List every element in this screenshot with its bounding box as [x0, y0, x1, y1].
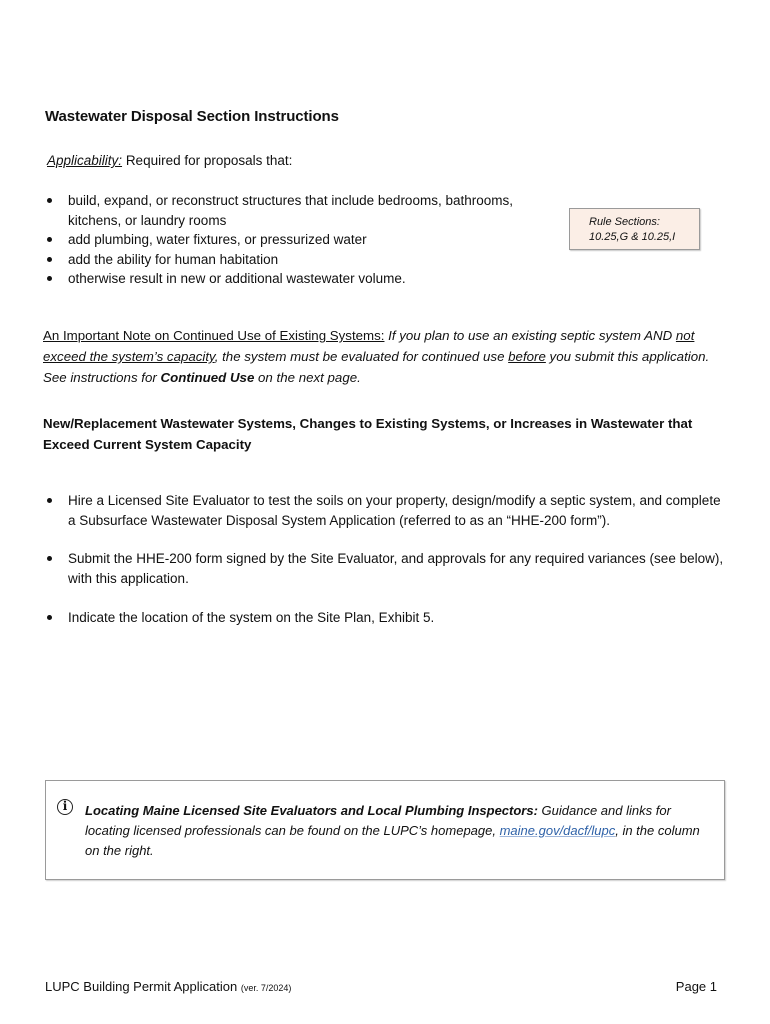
rule-sections-box — [569, 208, 700, 250]
applicability-list — [45, 191, 545, 289]
info-text-1: Guidance and links for locating licensed professionals can be found on the LUPC’s homepage, — [85, 803, 671, 838]
footer-title: LUPC Building Permit Application — [45, 979, 238, 994]
footer-version: (ver. 7/2024) — [240, 983, 292, 993]
list-item: add plumbing, water fixtures, or pressurized water — [45, 230, 545, 250]
note-heading: An Important Note on Continued Use of Existing Systems: — [43, 328, 385, 343]
list-item: otherwise result in new or additional wastewater volume. — [45, 269, 545, 289]
list-item: build, expand, or reconstruct structures that include bedrooms, bathrooms, kitchens, or laundry rooms — [45, 191, 545, 230]
note-text-1: If you plan to use an existing septic system AND — [384, 328, 676, 343]
list-item: Indicate the location of the system on the Site Plan, Exhibit 5. — [45, 608, 725, 628]
info-circle-icon: i — [57, 799, 73, 815]
steps-list — [45, 491, 725, 647]
info-text — [85, 801, 705, 861]
rule-sections-label: Rule Sections: — [589, 216, 660, 228]
note-text-2: , the system must be evaluated for continued use — [214, 349, 509, 364]
rule-sections-value: 10.25,G & 10.25,I — [589, 231, 676, 243]
info-bold: Locating Maine Licensed Site Evaluators and Local Plumbing Inspectors: — [85, 803, 538, 818]
applicability-label: Applicability: — [47, 153, 123, 168]
info-text-2: , in the column on the right. — [85, 823, 700, 858]
page-number: Page 1 — [675, 979, 717, 994]
section-title: Wastewater Disposal Section Instructions — [45, 108, 339, 125]
info-callout — [45, 780, 725, 880]
note-text-4: on the next page. — [254, 370, 361, 385]
note-bold: Continued Use — [160, 370, 255, 385]
footer-doc-title — [45, 979, 291, 994]
applicability-line — [47, 153, 292, 168]
lupc-homepage-link[interactable]: maine.gov/dacf/lupc — [499, 823, 616, 838]
note-underline-1: not exceed the system’s capacity — [43, 328, 695, 364]
subheading: New/Replacement Wastewater Systems, Changes to Existing Systems, or Increases in Wastewater that Exceed Current System Capacity — [43, 416, 693, 452]
important-note — [43, 325, 733, 388]
list-item: Submit the HHE-200 form signed by the Site Evaluator, and approvals for any required variances (see below), with this application. — [45, 549, 725, 588]
list-item: Hire a Licensed Site Evaluator to test the soils on your property, design/modify a septic system, and complete a Subsurface Wastewater Disposal System Application (referred to as an “HHE-200 form”). — [45, 491, 725, 530]
note-text-3: you submit this application. See instructions for — [43, 349, 710, 385]
applicability-text: Required for proposals that: — [125, 153, 293, 168]
note-underline-2: before — [508, 349, 546, 364]
list-item: add the ability for human habitation — [45, 250, 545, 270]
